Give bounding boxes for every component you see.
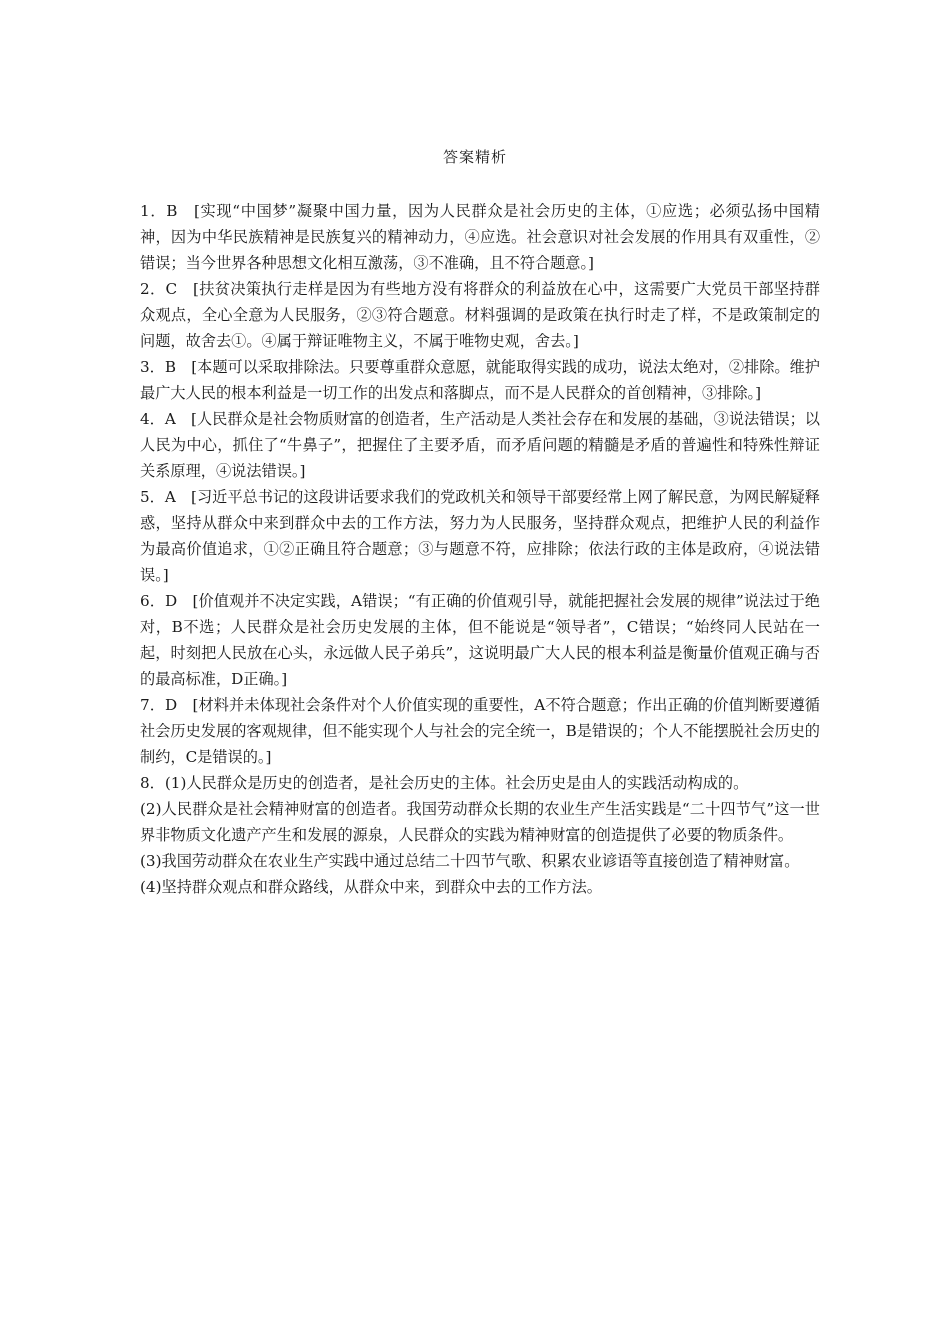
- answer-4: 4．A [人民群众是社会物质财富的创造者，生产活动是人类社会存在和发展的基础，③说法错误；以人民为中心，抓住了“牛鼻子”，把握住了主要矛盾，而矛盾问题的精髓是矛盾的普遍性和特殊性辩证关系原理，④说法错误。]: [140, 410, 820, 480]
- answer-8-part-2: (2)人民群众是社会精神财富的创造者。我国劳动群众长期的农业生产生活实践是“二十四节气”这一世界非物质文化遗产产生和发展的源泉，人民群众的实践为精神财富的创造提供了必要的物质条件。: [140, 800, 820, 844]
- answer-7: 7．D [材料并未体现社会条件对个人价值实现的重要性，A不符合题意；作出正确的价值判断要遵循社会历史发展的客观规律，但不能实现个人与社会的完全统一，B是错误的；个人不能摆脱社会历史的制约，C是错误的。]: [140, 696, 820, 766]
- page-title: 答案精析: [442, 148, 507, 166]
- answer-1: 1．B [实现“中国梦”凝聚中国力量，因为人民群众是社会历史的主体，①应选；必须弘扬中国精神，因为中华民族精神是民族复兴的精神动力，④应选。社会意识对社会发展的作用具有双重性，②错误；当今世界各种思想文化相互激荡，③不准确，且不符合题意。]: [140, 202, 820, 272]
- answer-6: 6．D [价值观并不决定实践，A错误；“有正确的价值观引导，就能把握社会发展的规律”说法过于绝对，B不选；人民群众是社会历史发展的主体，但不能说是“领导者”，C错误；“始终同人民站在一起，时刻把人民放在心头，永远做人民子弟兵”，这说明最广大人民的根本利益是衡量价值观正确与否的最高标准，D正确。]: [140, 592, 820, 688]
- answer-8-part-1: 8．(1)人民群众是历史的创造者，是社会历史的主体。社会历史是由人的实践活动构成的。: [140, 774, 749, 792]
- answer-5: 5．A [习近平总书记的这段讲话要求我们的党政机关和领导干部要经常上网了解民意，为网民解疑释惑，坚持从群众中来到群众中去的工作方法，努力为人民服务，坚持群众观点，把维护人民的利益作为最高价值追求，①②正确且符合题意；③与题意不符，应排除；依法行政的主体是政府，④说法错误。]: [140, 488, 820, 584]
- answer-8-part-3: (3)我国劳动群众在农业生产实践中通过总结二十四节气歌、积累农业谚语等直接创造了精神财富。: [140, 852, 800, 870]
- answer-list: [140, 198, 820, 900]
- answer-2: 2．C [扶贫决策执行走样是因为有些地方没有将群众的利益放在心中，这需要广大党员干部坚持群众观点，全心全意为人民服务，②③符合题意。材料强调的是政策在执行时走了样，不是政策制定的问题，故舍去①。④属于辩证唯物主义，不属于唯物史观，舍去。]: [140, 280, 820, 350]
- answer-3: 3．B [本题可以采取排除法。只要尊重群众意愿，就能取得实践的成功，说法太绝对，②排除。维护最广大人民的根本利益是一切工作的出发点和落脚点，而不是人民群众的首创精神，③排除。]: [140, 358, 820, 402]
- answer-8-part-4: (4)坚持群众观点和群众路线，从群众中来，到群众中去的工作方法。: [140, 878, 602, 896]
